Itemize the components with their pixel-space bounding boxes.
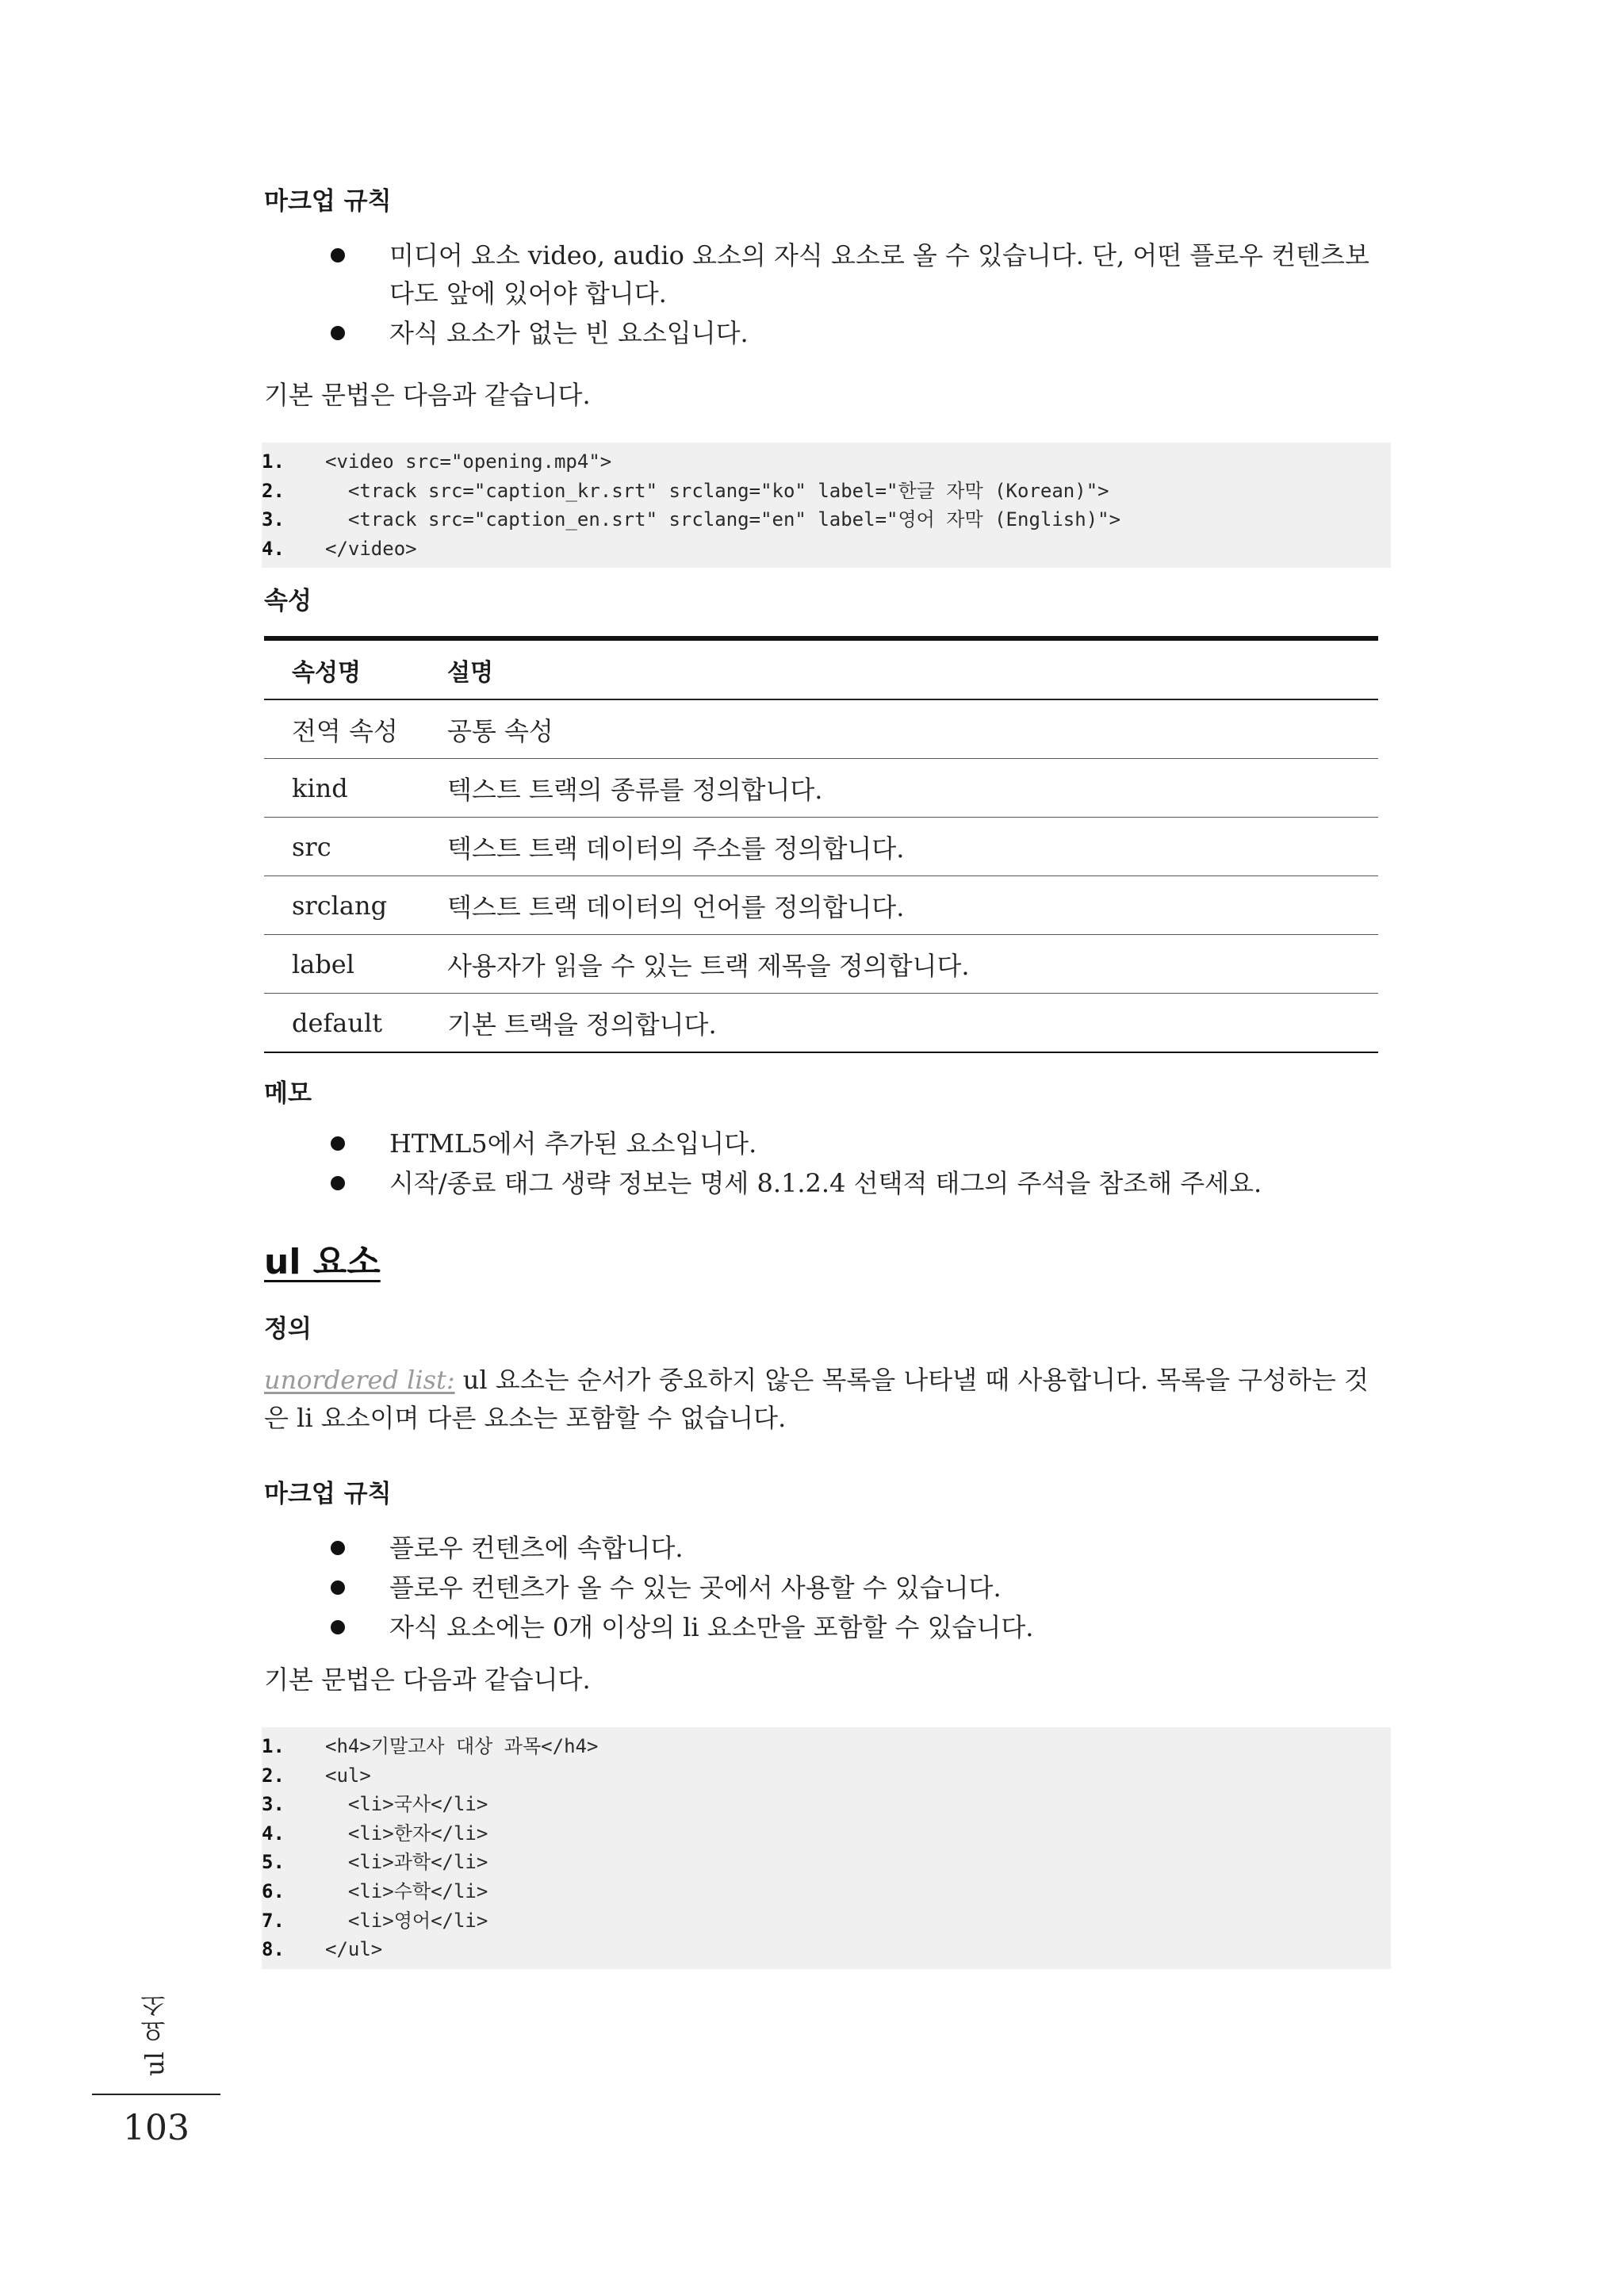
markup-rules-heading: 마크업 규칙	[264, 187, 392, 216]
side-divider	[92, 2094, 220, 2095]
code-text: <h4>기말고사 대상 과목</h4>	[325, 1735, 599, 1757]
line-number: 8.	[262, 1938, 285, 1961]
code-line	[262, 534, 1391, 564]
table-row	[264, 699, 1378, 759]
bullet-icon	[331, 326, 345, 340]
code-line	[262, 1848, 1391, 1877]
bullet-icon	[331, 1176, 345, 1190]
definition-heading: 정의	[264, 1315, 312, 1343]
memo-list	[264, 1125, 1390, 1204]
bullet-icon	[331, 1136, 345, 1151]
attribute-name: label	[264, 935, 447, 994]
side-chapter-label: ul 요소	[140, 1992, 170, 2076]
line-number: 4.	[262, 537, 285, 560]
code-text: <li>수학</li>	[325, 1879, 488, 1902]
definition-paragraph: unordered list: ul 요소는 순서가 중요하지 않은 목록을 나타낼 때 사용합니다. 목록을 구성하는 것은 li 요소이며 다른 요소는 포함할 수 없습니다.	[264, 1365, 1369, 1433]
section-title: ul 요소	[264, 1242, 381, 1282]
list-item: 시작/종료 태그 생략 정보는 명세 8.1.2.4 선택적 태그의 주석을 참조해 주세요.	[264, 1164, 1390, 1202]
attribute-name: default	[292, 1007, 383, 1038]
code-line	[262, 1819, 1391, 1849]
term-link[interactable]: unordered list:	[264, 1365, 455, 1395]
code-text: <li>국사</li>	[325, 1793, 488, 1816]
bullet-icon	[331, 1580, 345, 1595]
attribute-description: 텍스트 트랙 데이터의 주소를 정의합니다.	[447, 818, 1378, 876]
attribute-description: 사용자가 읽을 수 있는 트랙 제목을 정의합니다.	[447, 935, 1378, 994]
column-header-name: 속성명	[264, 638, 447, 699]
code-text: <video src="opening.mp4">	[325, 450, 612, 473]
table-row	[264, 994, 1378, 1053]
attribute-name: srclang	[264, 876, 447, 935]
code-text: <track src="caption_kr.srt" srclang="ko" label="한글 자막 (Korean)">	[325, 479, 1109, 502]
attribute-description: 공통 속성	[447, 699, 1378, 759]
code-line	[262, 477, 1391, 506]
table-row	[264, 935, 1378, 994]
bullet-icon	[331, 1620, 345, 1634]
list-item: 자식 요소가 없는 빈 요소입니다.	[264, 314, 1390, 352]
page-number: 103	[123, 2108, 190, 2148]
code-line	[262, 1732, 1391, 1761]
list-item: 자식 요소에는 0개 이상의 li 요소만을 포함할 수 있습니다.	[264, 1608, 1390, 1646]
table-row	[264, 818, 1378, 876]
code-line	[262, 505, 1391, 534]
line-number: 2.	[262, 1764, 285, 1787]
line-number: 1.	[262, 450, 285, 473]
code-text: </video>	[325, 537, 417, 560]
code-text: <li>과학</li>	[325, 1851, 488, 1874]
attribute-name: src	[264, 818, 447, 876]
markup-rules-heading-ul: 마크업 규칙	[264, 1480, 392, 1508]
table-header-row	[264, 638, 1378, 699]
line-number: 1.	[262, 1735, 285, 1757]
line-number: 3.	[262, 1793, 285, 1816]
line-number: 7.	[262, 1909, 285, 1932]
line-number: 6.	[262, 1879, 285, 1902]
attribute-description: 텍스트 트랙의 종류를 정의합니다.	[447, 759, 1378, 818]
memo-heading: 메모	[264, 1079, 312, 1108]
attribute-table	[264, 636, 1378, 1053]
list-item: 플로우 컨텐츠에 속합니다.	[264, 1529, 1390, 1567]
attribute-name: kind	[264, 759, 447, 818]
list-item: 미디어 요소 video, audio 요소의 자식 요소로 올 수 있습니다. 단, 어떤 플로우 컨텐츠보다도 앞에 있어야 합니다.	[264, 236, 1390, 312]
code-line	[262, 1935, 1391, 1964]
syntax-intro-ul: 기본 문법은 다음과 같습니다.	[264, 1665, 591, 1695]
table-row	[264, 876, 1378, 935]
line-number: 2.	[262, 479, 285, 502]
code-line	[262, 447, 1391, 477]
attribute-description: 텍스트 트랙 데이터의 언어를 정의합니다.	[447, 876, 1378, 935]
table-row	[264, 759, 1378, 818]
column-header-description: 설명	[447, 638, 1378, 699]
markup-rules-list-ul	[264, 1529, 1390, 1648]
code-text: </ul>	[325, 1938, 383, 1961]
syntax-intro: 기본 문법은 다음과 같습니다.	[264, 380, 591, 410]
code-line	[262, 1906, 1391, 1936]
bullet-icon	[331, 1541, 345, 1555]
code-text: <li>한자</li>	[325, 1822, 488, 1845]
line-number: 3.	[262, 508, 285, 531]
list-item: 플로우 컨텐츠가 올 수 있는 곳에서 사용할 수 있습니다.	[264, 1569, 1390, 1607]
code-line	[262, 1761, 1391, 1791]
code-line	[262, 1877, 1391, 1906]
code-block-ul	[262, 1727, 1391, 1969]
code-block	[262, 443, 1391, 568]
markup-rules-list	[264, 236, 1390, 354]
line-number: 4.	[262, 1822, 285, 1845]
attributes-heading: 속성	[264, 587, 312, 615]
code-text: <li>영어</li>	[325, 1909, 488, 1932]
attribute-description: 기본 트랙을 정의합니다.	[447, 1009, 717, 1040]
code-line	[262, 1790, 1391, 1819]
code-text: <track src="caption_en.srt" srclang="en" label="영어 자막 (English)">	[325, 508, 1121, 531]
attribute-name: 전역 속성	[264, 699, 447, 759]
list-item: HTML5에서 추가된 요소입니다.	[264, 1125, 1390, 1163]
line-number: 5.	[262, 1851, 285, 1874]
code-text: <ul>	[325, 1764, 371, 1787]
bullet-icon	[331, 248, 345, 262]
